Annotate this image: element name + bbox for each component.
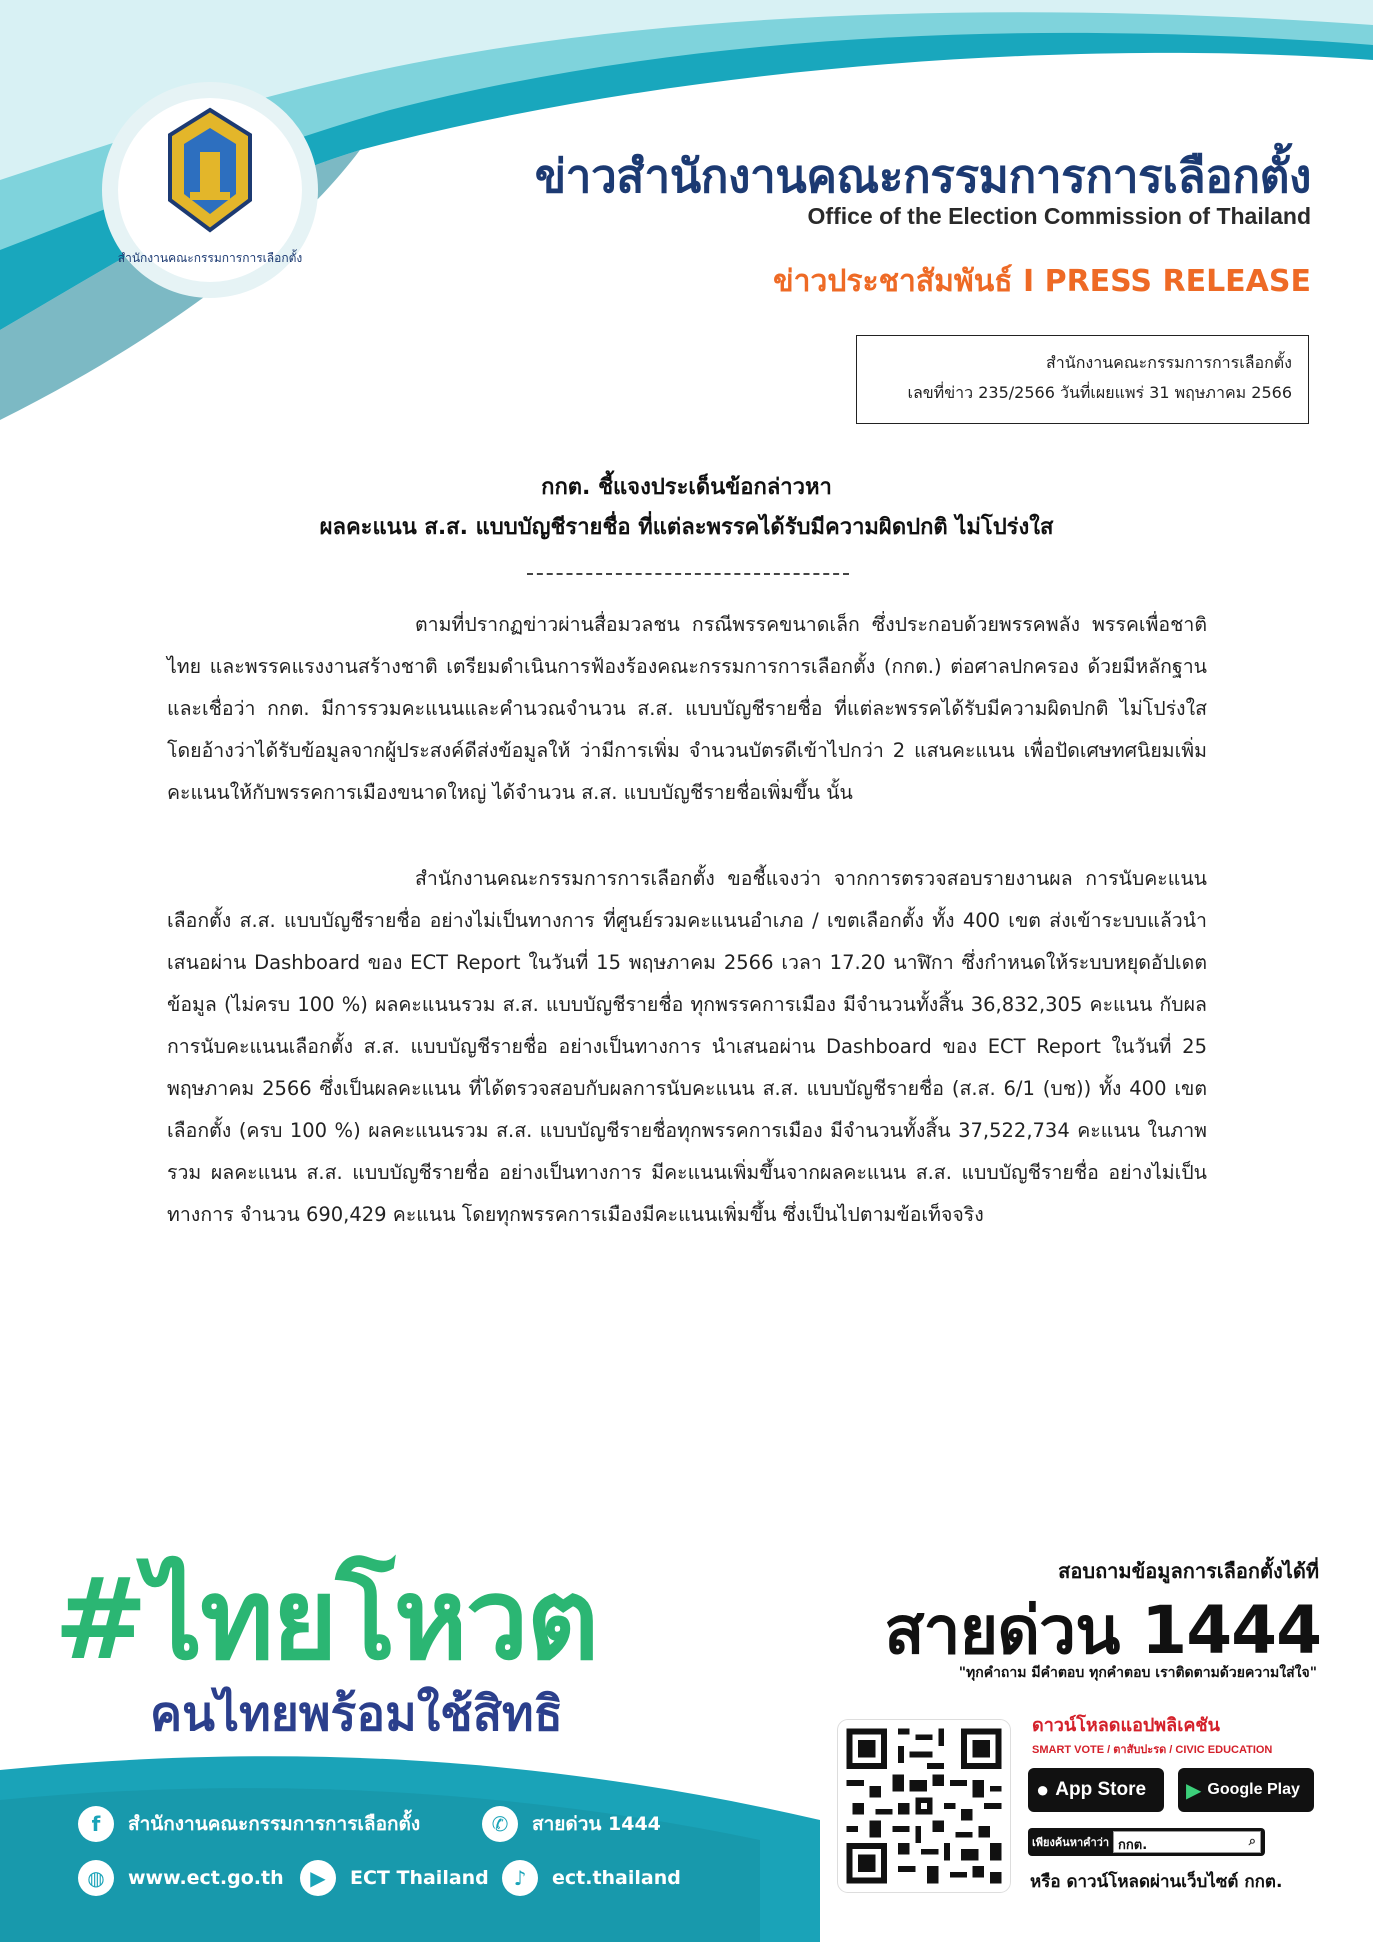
search-hint-field — [1113, 1831, 1261, 1853]
hotline-quote: "ทุกคำถาม มีคำตอบ ทุกคำตอบ เราติดตามด้วยความใส่ใจ" — [958, 1665, 1317, 1681]
phone-icon: ✆ — [482, 1806, 518, 1842]
google-play-icon: ▶ — [1186, 1779, 1202, 1802]
ect-logo — [100, 80, 320, 300]
contact-tiktok[interactable] — [502, 1860, 681, 1896]
contact-hotline[interactable] — [482, 1806, 661, 1842]
app-store-label: App Store — [1055, 1779, 1147, 1800]
release-issuer: สำนักงานคณะกรรมการการเลือกตั้ง — [1046, 353, 1292, 372]
logo-ring-text: สำนักงานคณะกรรมการการเลือกตั้ง — [117, 251, 303, 265]
google-play-button[interactable] — [1178, 1768, 1314, 1812]
web-download-note: หรือ ดาวน์โหลดผ่านเว็บไซต์ กกต. — [1030, 1872, 1283, 1892]
search-icon: ⌕ — [1248, 1834, 1257, 1849]
release-info-box — [856, 335, 1309, 424]
contact-tiktok-label: ect.thailand — [552, 1867, 681, 1889]
search-hint — [1028, 1828, 1265, 1856]
contact-hotline-label: สายด่วน 1444 — [532, 1813, 661, 1835]
globe-icon: ◍ — [78, 1860, 114, 1896]
app-download-subtitle: SMART VOTE / ตาสับปะรด / CIVIC EDUCATION — [1032, 1744, 1273, 1756]
office-title-english: Office of the Election Commission of Thailand — [807, 203, 1311, 229]
body-paragraph-1: ตามที่ปรากฏข่าวผ่านสื่อมวลชน กรณีพรรคขนาดเล็ก ซึ่งประกอบด้วยพรรคพลัง พรรคเพื่อชาติไทย และพรรคแรงงานสร้างชาติ เตรียมดำเนินการฟ้องร้องคณะกรรมการการเลือกตั้ง (กกต.) ต่อศาลปกครอง ด้วยมีหลักฐานและเชื่อว่า กกต. มีการรวมคะแนนและคำนวณจำนวน ส.ส. แบบบัญชีรายชื่อ ที่แต่ละพรรคได้รับมีความผิดปกติ ไม่โปร่งใส โดยอ้างว่าได้รับข้อมูลจากผู้ประสงค์ดีส่งข้อมูลให้ ว่ามีการเพิ่ม จำนวนบัตรดีเข้าไปกว่า 2 แสนคะแนน เพื่อปัดเศษทศนิยมเพิ่มคะแนนให้กับพรรคการเมืองขนาดใหญ่ ได้จำนวน ส.ส. แบบบัญชีรายชื่อเพิ่มขึ้น นั้น — [167, 613, 1207, 804]
app-store-button[interactable] — [1028, 1768, 1164, 1812]
contact-youtube[interactable] — [300, 1860, 489, 1896]
press-release-label: ข่าวประชาสัมพันธ์ I PRESS RELEASE — [773, 264, 1311, 299]
headline — [100, 468, 1273, 548]
apple-icon: ● — [1036, 1777, 1050, 1802]
google-play-label: Google Play — [1207, 1781, 1300, 1798]
facebook-icon: f — [78, 1806, 114, 1842]
headline-line-2: ผลคะแนน ส.ส. แบบบัญชีรายชื่อ ที่แต่ละพรรคได้รับมีความผิดปกติ ไม่โปร่งใส — [319, 515, 1054, 540]
qr-code[interactable] — [838, 1720, 1010, 1892]
hashtag-thaivote: #ไทยโหวต — [54, 1555, 598, 1685]
hotline-ask: สอบถามข้อมูลการเลือกตั้งได้ที่ — [1058, 1559, 1319, 1583]
contact-website-label: www.ect.go.th — [128, 1867, 284, 1889]
contact-youtube-label: ECT Thailand — [350, 1867, 489, 1889]
contact-facebook-label: สำนักงานคณะกรรมการการเลือกตั้ง — [128, 1813, 421, 1835]
hotline-number: สายด่วน 1444 — [884, 1592, 1321, 1669]
office-title-thai: ข่าวสำนักงานคณะกรรมการการเลือกตั้ง — [534, 149, 1311, 203]
app-download-title: ดาวน์โหลดแอปพลิเคชัน — [1032, 1715, 1220, 1736]
contact-facebook[interactable] — [78, 1806, 420, 1842]
search-hint-label: เพียงค้นหาคำว่า — [1032, 1836, 1110, 1849]
tiktok-icon: ♪ — [502, 1860, 538, 1896]
youtube-icon: ▶ — [300, 1860, 336, 1896]
release-number-date: เลขที่ข่าว 235/2566 วันที่เผยแพร่ 31 พฤษภาคม 2566 — [907, 383, 1292, 402]
search-hint-value: กกต. — [1118, 1838, 1148, 1853]
body-paragraph-2: สำนักงานคณะกรรมการการเลือกตั้ง ขอชี้แจงว่า จากการตรวจสอบรายงานผล การนับคะแนนเลือกตั้ง ส.ส. แบบบัญชีรายชื่อ อย่างไม่เป็นทางการ ที่ศูนย์รวมคะแนนอำเภอ / เขตเลือกตั้ง ทั้ง 400 เขต ส่งเข้าระบบแล้วนำเสนอผ่าน Dashboard ของ ECT Report ในวันที่ 15 พฤษภาคม 2566 เวลา 17.20 นาฬิกา ซึ่งกำหนดให้ระบบหยุดอัปเดตข้อมูล (ไม่ครบ 100 %) ผลคะแนนรวม ส.ส. แบบบัญชีรายชื่อ ทุกพรรคการเมือง มีจำนวนทั้งสิ้น 36,832,305 คะแนน กับผลการนับคะแนนเลือกตั้ง ส.ส. แบบบัญชีรายชื่อ อย่างเป็นทางการ นำเสนอผ่าน Dashboard ของ ECT Report ในวันที่ 25 พฤษภาคม 2566 ซึ่งเป็นผลคะแนน ที่ได้ตรวจสอบกับผลการนับคะแนน ส.ส. แบบบัญชีรายชื่อ (ส.ส. 6/1 (บช)) ทั้ง 400 เขตเลือกตั้ง (ครบ 100 %) ผลคะแนนรวม ส.ส. แบบบัญชีรายชื่อทุกพรรคการเมือง มีจำนวนทั้งสิ้น 37,522,734 คะแนน ในภาพรวม ผลคะแนน ส.ส. แบบบัญชีรายชื่อ อย่างเป็นทางการ มีคะแนนเพิ่มขึ้นจากผลคะแนน ส.ส. แบบบัญชีรายชื่อ อย่างไม่เป็นทางการ จำนวน 690,429 คะแนน โดยทุกพรรคการเมืองมีคะแนนเพิ่มขึ้น ซึ่งเป็นไปตามข้อเท็จจริง — [167, 867, 1207, 1226]
headline-divider — [527, 573, 849, 575]
slogan: คนไทยพร้อมใช้สิทธิ — [150, 1686, 563, 1742]
contact-website[interactable] — [78, 1860, 284, 1896]
headline-line-1: กกต. ชี้แจงประเด็นข้อกล่าวหา — [541, 475, 832, 500]
